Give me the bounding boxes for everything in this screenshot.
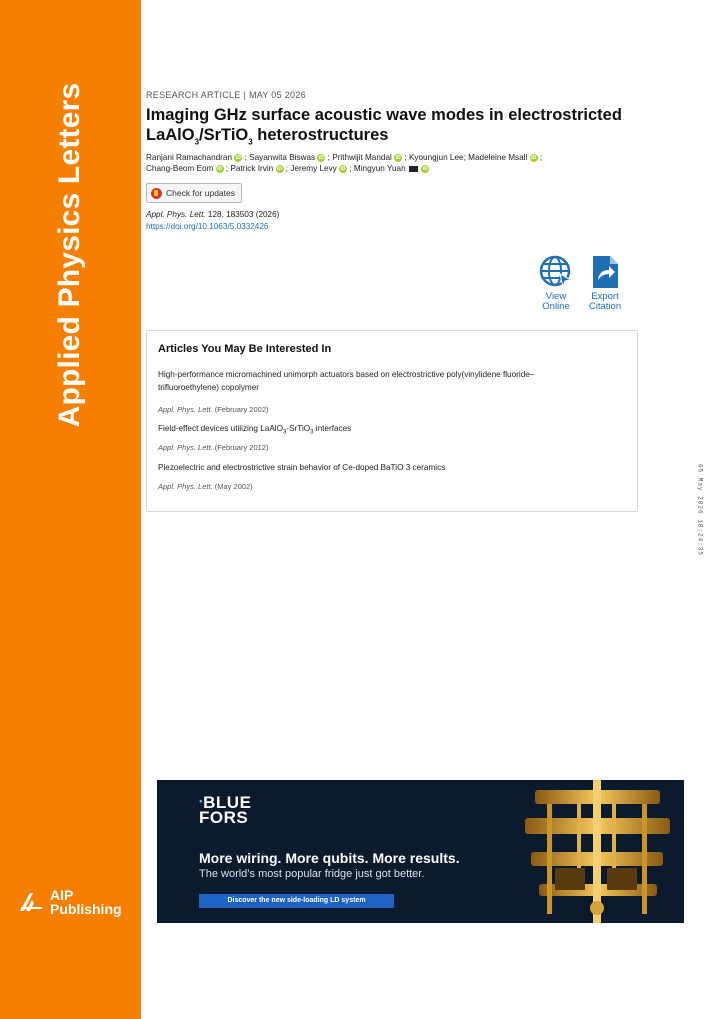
volume-info: 128, 183503 (2026) xyxy=(207,210,280,219)
check-updates-label: Check for updates xyxy=(166,188,235,198)
ad-cta-button[interactable]: Discover the new side-loading LD system xyxy=(199,894,394,908)
article-title xyxy=(146,105,646,152)
related-articles-panel xyxy=(146,330,638,512)
crossmark-icon xyxy=(151,188,162,199)
related-meta xyxy=(158,443,269,452)
related-journal: Appl. Phys. Lett. xyxy=(158,443,213,452)
view-label-line1: View xyxy=(545,291,567,302)
publisher-line2: Publishing xyxy=(50,901,122,917)
journal-abbrev: Appl. Phys. Lett. xyxy=(146,210,206,219)
title-subscript: 3 xyxy=(248,137,253,147)
related-heading: Articles You May Be Interested In xyxy=(158,343,332,355)
related-title-part: High-performance micromachined unimorph actuators based on electrostrictive poly(vinylidene fluoride– xyxy=(158,370,535,379)
bluefors-advertisement[interactable] xyxy=(157,780,684,923)
ad-headline: More wiring. More qubits. More results. xyxy=(199,850,460,866)
related-meta xyxy=(158,405,269,414)
title-part: /SrTiO xyxy=(199,126,249,144)
export-document-icon xyxy=(590,255,620,289)
brand-line1: BLUE xyxy=(203,793,252,812)
related-article-link[interactable] xyxy=(158,422,628,440)
related-title-part: -SrTiO xyxy=(286,424,311,433)
author[interactable]: Madeleine Msall xyxy=(468,153,528,162)
author[interactable]: Mingyun Yuan xyxy=(353,164,406,173)
orcid-icon[interactable]: iD xyxy=(531,154,537,161)
related-title-part: trifluoroethylene) copolymer xyxy=(158,383,260,392)
journal-name: Applied Physics Letters xyxy=(53,82,86,428)
orcid-icon[interactable]: iD xyxy=(318,154,324,161)
related-date: (February 2012) xyxy=(214,443,269,452)
orcid-icon[interactable]: iD xyxy=(340,165,346,172)
aip-publishing-logo xyxy=(18,888,122,916)
related-title-part: interfaces xyxy=(313,424,352,433)
view-online-button[interactable] xyxy=(531,255,581,312)
download-timestamp: 05 May 2026 18:24:35 xyxy=(696,463,704,557)
doi-link[interactable]: https://doi.org/10.1063/5.0332426 xyxy=(146,222,269,231)
logo-dot-icon: ● xyxy=(199,799,204,805)
related-article-link[interactable] xyxy=(158,461,628,474)
related-date: (February 2002) xyxy=(214,405,269,414)
export-citation-button[interactable] xyxy=(580,255,630,312)
globe-icon xyxy=(539,255,573,289)
check-for-updates-button[interactable] xyxy=(146,183,242,203)
title-part: heterostructures xyxy=(252,126,389,144)
related-article-link[interactable] xyxy=(158,368,628,394)
title-part: LaAlO xyxy=(146,126,195,144)
bluefors-logo xyxy=(199,795,251,825)
ad-subline: The world’s most popular fridge just got better. xyxy=(199,868,425,880)
related-title-part: Field-effect devices utilizing LaAlO xyxy=(158,424,283,433)
author[interactable]: Ranjani Ramachandran xyxy=(146,153,233,162)
citation-line xyxy=(146,210,279,219)
author[interactable]: Chang-Beom Eom xyxy=(146,164,214,173)
export-label-line2: Citation xyxy=(588,301,622,312)
article-date: MAY 05 2026 xyxy=(248,90,306,100)
related-title-subscript: 3 xyxy=(283,429,287,436)
orcid-icon[interactable]: iD xyxy=(235,154,241,161)
author[interactable]: Prithwijit Mandal xyxy=(332,153,392,162)
author[interactable]: Kyoungjun Lee xyxy=(408,153,464,162)
related-journal: Appl. Phys. Lett. xyxy=(158,482,213,491)
brand-line2: FORS xyxy=(199,808,249,827)
related-title-subscript: 3 xyxy=(310,429,314,436)
title-line1: Imaging GHz surface acoustic wave modes in electrostricted xyxy=(146,106,622,124)
related-meta xyxy=(158,482,253,491)
author[interactable]: Sayanwita Biswas xyxy=(249,153,316,162)
meta-separator: | xyxy=(243,90,247,100)
related-date: (May 2002) xyxy=(214,482,253,491)
author[interactable]: Jeremy Levy xyxy=(290,164,337,173)
email-icon[interactable] xyxy=(409,166,418,172)
article-meta xyxy=(146,90,306,100)
dilution-fridge-image xyxy=(517,780,677,923)
orcid-icon[interactable]: iD xyxy=(277,165,283,172)
article-type: RESEARCH ARTICLE xyxy=(146,90,241,100)
orcid-icon[interactable]: iD xyxy=(217,165,223,172)
author[interactable]: Patrick Irvin xyxy=(230,164,274,173)
publisher-line1: AIP xyxy=(50,887,74,903)
related-title-part: Piezoelectric and electrostrictive strain behavior of Ce-doped BaTiO 3 ceramics xyxy=(158,463,446,472)
title-line2 xyxy=(146,125,646,152)
journal-sidebar xyxy=(0,0,141,1019)
export-label-line1: Export xyxy=(591,291,619,302)
orcid-icon[interactable]: iD xyxy=(422,165,428,172)
aip-logo-icon xyxy=(18,891,44,913)
author-list: Ranjani Ramachandran iD ; Sayanwita Biswas iD ; Prithwijit Mandal iD ; Kyoungjun Lee; Madeleine Msall iD ; Chang-Beom Eom iD ; Patrick Irvin iD ; Jeremy Levy iD ; Mingyun Yuan iD xyxy=(146,153,543,173)
title-subscript: 3 xyxy=(194,137,200,147)
related-journal: Appl. Phys. Lett. xyxy=(158,405,213,414)
view-label-line2: Online xyxy=(542,301,570,312)
orcid-icon[interactable]: iD xyxy=(395,154,401,161)
